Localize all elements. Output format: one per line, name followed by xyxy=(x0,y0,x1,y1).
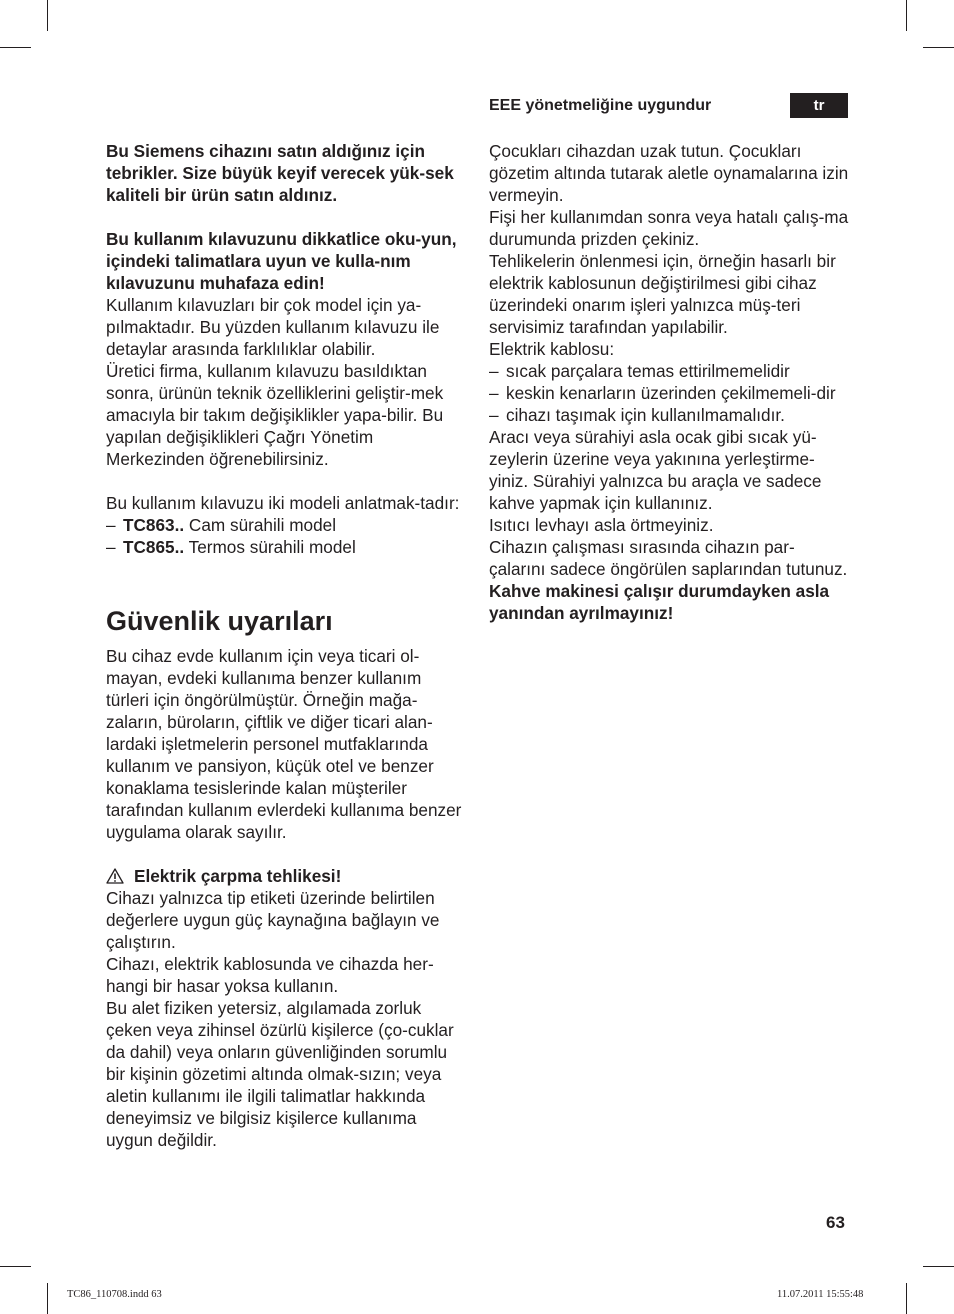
children-warning-text: Çocukları cihazdan uzak tutun. Çocukları gözetim altında tutarak aletle oynamalarına izin vermeyin. xyxy=(489,141,849,205)
left-column xyxy=(106,140,468,1151)
manufacturer-changes-text: Üretici firma, kullanım kılavuzu basıldıktan sonra, ürünün teknik özelliklerini geliştir-mek amacıyla bir takım değişiklikler yapa-bilir. Bu yapılan değişiklikleri Çağrı Yönetim Merkezinden öğrenebilirsiniz. xyxy=(106,361,444,469)
crop-mark xyxy=(0,1266,31,1267)
model-description: Cam sürahili model xyxy=(184,515,337,535)
cable-list-item: – sıcak parçalara temas ettirilmemelidir xyxy=(489,360,851,382)
warning-triangle-icon xyxy=(106,868,124,884)
handles-text: Cihazın çalışması sırasında cihazın par-çalarını sadece öngörülen saplarından tutunuz. xyxy=(489,537,848,579)
crop-mark xyxy=(923,1266,954,1267)
crop-mark xyxy=(47,0,48,31)
manual-variants-text: Kullanım kılavuzları bir çok model için ya-pılmaktadır. Bu yüzden kullanım kılavuzu ile detaylar arasında farklılıklar olabilir. xyxy=(106,295,440,359)
language-badge: tr xyxy=(790,93,848,118)
crop-mark xyxy=(47,1283,48,1314)
intro-text: Bu Siemens cihazını satın aldığınız için tebrikler. Size büyük keyif verecek yük-sek kaliteli bir ürün satın aldınız. xyxy=(106,141,454,205)
running-header-title: EEE yönetmeliğine uygundur xyxy=(489,97,712,114)
repair-text: Tehlikelerin önlenmesi için, örneğin hasarlı bir elektrik kablosunun değiştirilmesi gibi cihaz üzerindeki onarım işleri yalnızca müş-teri servisimiz tarafından yapılabilir. xyxy=(489,251,836,337)
cable-list-item: – cihazı taşımak için kullanılmamalıdır. xyxy=(489,404,851,426)
unplug-text: Fişi her kullanımdan sonra veya hatalı çalış-ma durumunda prizden çekiniz. xyxy=(489,207,849,249)
crop-mark xyxy=(0,47,31,48)
heater-plate-text: Isıtıcı levhayı asla örtmeyiniz. xyxy=(489,515,714,535)
warning-title: Elektrik çarpma tehlikesi! xyxy=(134,866,342,886)
carafe-text: Aracı veya sürahiyi asla ocak gibi sıcak yü-zeylerin üzerine veya yakınına yerleştirme-yiniz. Sürahiyi yalnızca bu araçla ve sadece kahve yapmak için kullanınız. xyxy=(489,427,822,513)
never-leave-unattended-notice: Kahve makinesi çalışır durumdayken asla yanından ayrılmayınız! xyxy=(489,581,830,623)
right-column xyxy=(489,140,851,624)
crop-mark xyxy=(906,0,907,31)
cable-intro: Elektrik kablosu: xyxy=(489,339,615,359)
model-code: TC865.. xyxy=(123,537,185,557)
warning-power-text: Cihazı yalnızca tip etiketi üzerinde belirtilen değerlere uygun güç kaynağına bağlayın ve çalıştırın. xyxy=(106,888,440,952)
print-slug-file: TC86_110708.indd 63 xyxy=(67,1289,162,1300)
warning-persons-text: Bu alet fiziken yetersiz, algılamada zorluk çeken veya zihinsel özürlü kişilerce (ço-cuklar da dahil) veya onların güvenliğinden sorumlu bir kişinin gözetimi altında olmak-sızın; veya aletin kullanımı ile ilgili talimatlar hakkında deneyimsiz ve bilgisiz kişilerce kullanıma uygun değildir. xyxy=(106,998,454,1150)
safety-intended-use-text: Bu cihaz evde kullanım için veya ticari ol-mayan, evdeki kullanıma benzer kullanım türleri için öngörülmüştür. Örneğin mağa-zaların, büroların, çiftlik ve diğer ticari alan-lardaki işletmelerin personel mutfaklarında kullanım ve pansiyon, küçük otel ve benzer konaklama tesislerinde kalan müşteriler tarafından kullanım evlerdeki kullanıma benzer uygulama olarak sayılır. xyxy=(106,646,462,842)
read-manual-notice: Bu kullanım kılavuzunu dikkatlice oku-yun, içindeki talimatlara uyun ve kulla-nım kılavuzunu muhafaza edin! xyxy=(106,229,457,293)
warning-damage-text: Cihazı, elektrik kablosunda ve cihazda her-hangi bir hasar yoksa kullanın. xyxy=(106,954,434,996)
page-number: 63 xyxy=(826,1213,845,1232)
model-code: TC863.. xyxy=(123,515,185,535)
cable-list-item: – keskin kenarların üzerinden çekilmemeli-dir xyxy=(489,382,851,404)
crop-mark xyxy=(923,47,954,48)
section-heading-safety: Güvenlik uyarıları xyxy=(106,606,333,636)
warning-heading xyxy=(106,865,468,887)
model-item xyxy=(106,514,468,536)
model-item xyxy=(106,536,468,558)
crop-mark xyxy=(906,1283,907,1314)
model-description: Termos sürahili model xyxy=(184,537,356,557)
print-slug-date: 11.07.2011 15:55:48 xyxy=(777,1289,864,1300)
models-intro: Bu kullanım kılavuzu iki modeli anlatmak-tadır: xyxy=(106,493,460,513)
